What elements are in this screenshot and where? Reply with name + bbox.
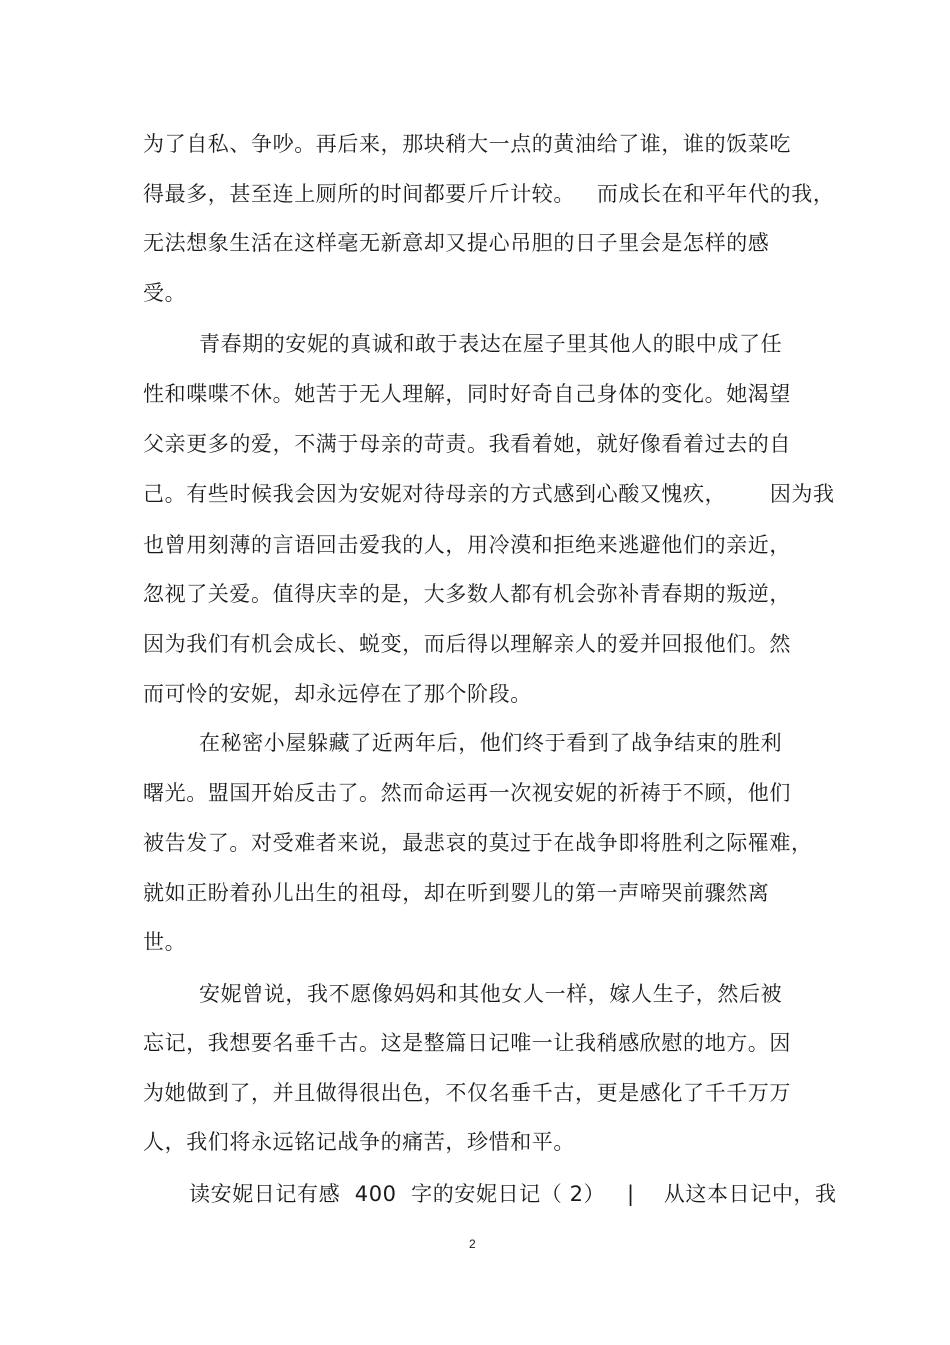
text-line-14: 曙光。盟国开始反击了。然而命运再一次视安妮的祈祷于不顾，他们 <box>143 781 791 805</box>
text-line-15: 被告发了。对受难者来说，最悲哀的莫过于在战争即将胜利之际罹难， <box>143 831 813 855</box>
text-line-7: 父亲更多的爱，不满于母亲的苛责。我看着她，就好像看着过去的自 <box>143 432 791 456</box>
text-line-1: 为了自私、争吵。再后来，那块稍大一点的黄油给了谁，谁的饭菜吃 <box>143 132 791 156</box>
text-line-19: 忘记，我想要名垂千古。这是整篇日记唯一让我稍感欣慰的地方。因 <box>143 1031 791 1055</box>
text-line-10: 忽视了关爱。值得庆幸的是，大多数人都有机会弥补青春期的叛逆， <box>143 582 791 606</box>
text-line-5: 青春期的安妮的真诚和敢于表达在屋子里其他人的眼中成了任 <box>199 332 783 356</box>
text-line-4: 受。 <box>143 281 187 305</box>
text-line-6: 性和喋喋不休。她苦于无人理解，同时好奇自己身体的变化。她渴望 <box>143 382 791 406</box>
text-line-8: 己。有些时候我会因为安妮对待母亲的方式感到心酸又愧疚， 因为我 <box>143 482 835 506</box>
page-number: 2 <box>469 1237 476 1251</box>
text-line-13: 在秘密小屋躲藏了近两年后，他们终于看到了战争结束的胜利 <box>199 731 783 755</box>
text-line-12: 而可怜的安妮，却永远停在了那个阶段。 <box>143 682 532 706</box>
text-line-11: 因为我们有机会成长、蜕变，而后得以理解亲人的爱并回报他们。然 <box>143 632 791 656</box>
text-line-22: 读安妮日记有感 400 字的安妮日记（ 2） | 从这本日记中，我 <box>189 1182 837 1206</box>
text-line-9: 也曾用刻薄的言语回击爱我的人，用冷漠和拒绝来逃避他们的亲近， <box>143 533 791 557</box>
text-line-21: 人，我们将永远铭记战争的痛苦，珍惜和平。 <box>143 1130 575 1154</box>
text-line-3: 无法想象生活在这样毫无新意却又提心吊胆的日子里会是怎样的感 <box>143 231 770 255</box>
text-line-20: 为她做到了，并且做得很出色，不仅名垂千古，更是感化了千千万万 <box>143 1081 791 1105</box>
text-line-17: 世。 <box>143 930 187 954</box>
text-line-18: 安妮曾说，我不愿像妈妈和其他女人一样，嫁人生子，然后被 <box>199 982 783 1006</box>
text-line-2: 得最多，甚至连上厕所的时间都要斤斤计较。 而成长在和平年代的我， <box>143 182 835 206</box>
text-line-16: 就如正盼着孙儿出生的祖母，却在听到婴儿的第一声啼哭前骤然离 <box>143 881 770 905</box>
